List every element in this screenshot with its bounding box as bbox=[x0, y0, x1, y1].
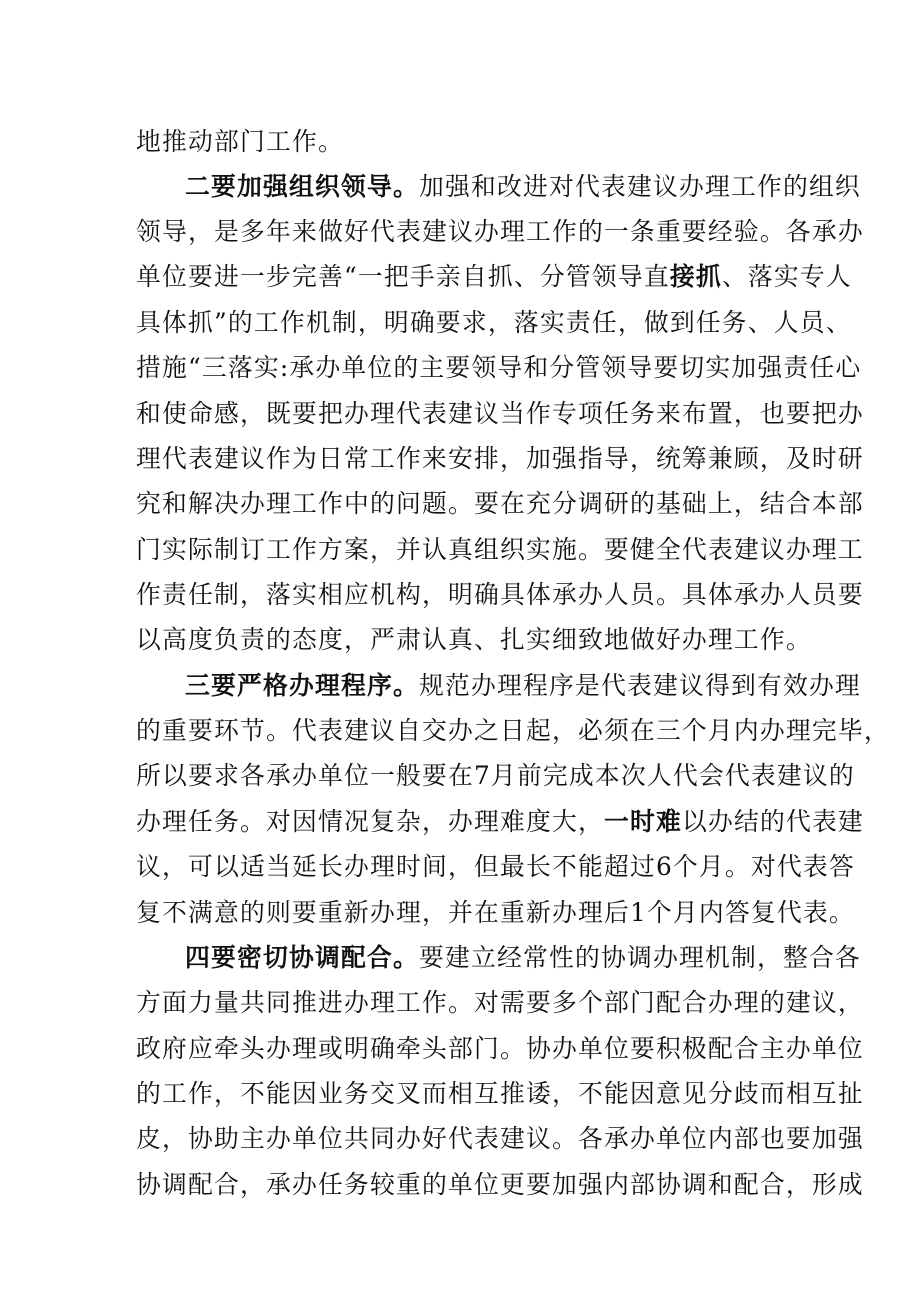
text-line: 皮，协助主办单位共同办好代表建议。各承办单位内部也要加强 bbox=[136, 1124, 864, 1153]
text-run: 要建立经常性的协调办理机制，整合各 bbox=[418, 943, 861, 972]
text-line: 措施“三落实:承办单位的主要领导和分管领导要切实加强责任心 bbox=[136, 353, 862, 382]
paragraph-heading: 三要严格办理程序。 bbox=[185, 671, 419, 700]
text-line: 的重要环节。代表建议自交办之日起，必须在三个月内办理完毕， bbox=[136, 716, 890, 745]
text-line: 方面力量共同推进办理工作。对需要多个部门配合办理的建议， bbox=[136, 988, 864, 1017]
text-line: 以高度负责的态度，严肃认真、扎实细致地做好办理工作。 bbox=[136, 625, 812, 654]
text-run: 以办结的代表建 bbox=[681, 807, 864, 836]
text-line: 究和解决办理工作中的问题。要在充分调研的基础上，结合本部 bbox=[136, 489, 864, 518]
bold-text-run: 接抓 bbox=[669, 262, 722, 291]
bold-text-run: 一时难 bbox=[603, 807, 682, 836]
text-line bbox=[136, 799, 864, 845]
paragraph-heading: 四要密切协调配合。 bbox=[185, 943, 419, 972]
text-line: 和使命感，既要把办理代表建议当作专项任务来布置，也要把办 bbox=[136, 399, 864, 428]
text-run: 规范办理程序是代表建议得到有效办理 bbox=[418, 671, 861, 700]
text-line: 门实际制订工作方案，并认真组织实施。要健全代表建议办理工 bbox=[136, 535, 864, 564]
text-line: 领导，是多年来做好代表建议办理工作的一条重要经验。各承办 bbox=[136, 217, 864, 246]
paragraph-heading: 二要加强组织领导。 bbox=[185, 172, 419, 201]
text-line: 复不满意的则要重新办理，并在重新办理后1个月内答复代表。 bbox=[136, 898, 855, 927]
text-line: 所以要求各承办单位一般要在7月前完成本次人代会代表建议的 bbox=[136, 761, 855, 790]
text-line: 具体抓”的工作机制，明确要求，落实责任，做到任务、人员、 bbox=[136, 308, 852, 337]
text-line: 的工作，不能因业务交叉而相互推诿，不能因意见分歧而相互扯 bbox=[136, 1079, 864, 1108]
text-line: 理代表建议作为日常工作来安排，加强指导，统筹兼顾，及时研 bbox=[136, 444, 864, 473]
text-run: 办理任务。对因情况复杂，办理难度大， bbox=[136, 807, 604, 836]
text-line: 作责任制，落实相应机构，明确具体承办人员。具体承办人员要 bbox=[136, 580, 864, 609]
text-run: 、落实专人 bbox=[721, 262, 852, 291]
text-line: 协调配合，承办任务较重的单位更要加强内部协调和配合，形成 bbox=[136, 1170, 864, 1199]
text-line: 政府应牵头办理或明确牵头部门。协办单位要积极配合主办单位 bbox=[136, 1034, 864, 1063]
text-run: 单位要进一步完善“一把手亲自抓、分管领导直 bbox=[136, 262, 670, 291]
paragraph-first-line bbox=[185, 935, 861, 981]
text-line: 议，可以适当延长办理时间，但最长不能超过6个月。对代表答 bbox=[136, 852, 855, 881]
text-run: 加强和改进对代表建议办理工作的组织 bbox=[418, 172, 861, 201]
text-line bbox=[136, 254, 852, 300]
paragraph-first-line bbox=[185, 164, 861, 210]
text-line: 地推动部门工作。 bbox=[136, 127, 344, 156]
paragraph-first-line bbox=[185, 663, 861, 709]
